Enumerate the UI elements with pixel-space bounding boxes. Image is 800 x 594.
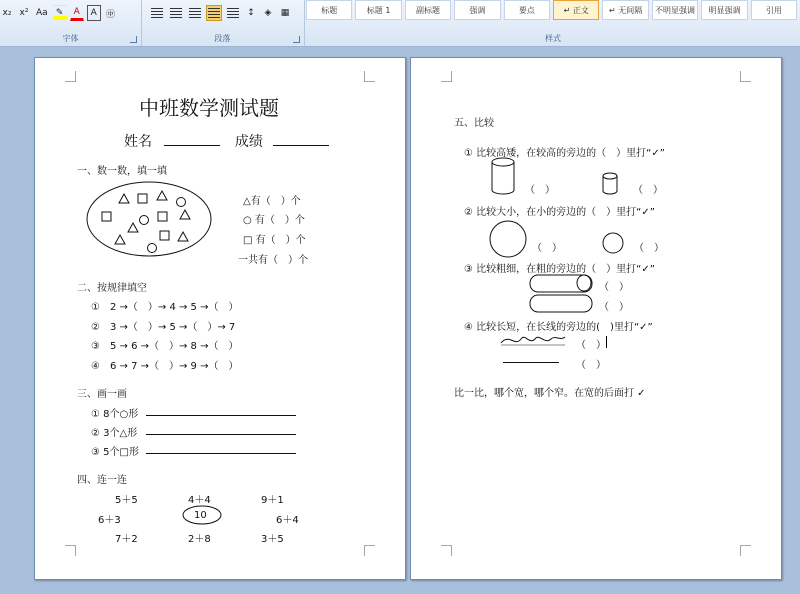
draw-answer-line[interactable]	[146, 434, 296, 435]
match-expression: 7＋2	[115, 534, 138, 545]
page-title: 中班数学测试题	[139, 96, 279, 120]
tall-cylinder-icon	[490, 157, 516, 197]
answer-paren[interactable]: （ ）	[576, 360, 606, 371]
style-item[interactable]: 明显强调	[701, 0, 747, 20]
align-right-icon[interactable]	[187, 5, 203, 21]
small-circle-icon	[601, 231, 625, 255]
subscript-button[interactable]: x₂	[2, 8, 12, 18]
crop-mark	[65, 545, 76, 556]
style-item[interactable]: 标题	[306, 0, 352, 20]
curly-line-icon	[499, 331, 569, 349]
font-group-label: 字体	[62, 34, 79, 43]
answer-paren[interactable]: （ ）	[525, 185, 555, 196]
font-group	[0, 0, 142, 46]
section-2-heading: 二、按规律填空	[77, 283, 147, 294]
crop-mark	[740, 545, 751, 556]
answer-paren[interactable]: （ ）	[634, 243, 664, 254]
pattern-row: ① 2 →（ ）→ 4 → 5 →（ ）	[91, 302, 239, 313]
distributed-icon[interactable]	[225, 5, 241, 21]
section-4-heading: 四、连一连	[77, 475, 127, 486]
count-total-line: 一共有（ ）个	[238, 255, 308, 266]
match-expression: 3＋5	[261, 534, 284, 545]
paragraph-group-label: 段落	[214, 34, 231, 43]
count-triangle-line: △有（ ）个	[243, 196, 301, 207]
pattern-row: ② 3 →（ ）→ 5 →（ ）→ 7	[91, 322, 236, 333]
style-item[interactable]: 强调	[454, 0, 500, 20]
match-expression: 9＋1	[261, 495, 284, 506]
section-3-heading: 三、画一画	[77, 389, 127, 400]
big-circle-icon	[488, 219, 528, 259]
draw-item: ① 8个○形	[91, 409, 139, 420]
justify-icon[interactable]	[206, 5, 222, 21]
crop-mark	[740, 71, 751, 82]
crop-mark	[364, 71, 375, 82]
short-cylinder-icon	[600, 172, 620, 196]
straight-line	[503, 362, 559, 363]
match-expression: 6＋4	[276, 515, 299, 526]
answer-paren[interactable]: （ ）	[532, 243, 562, 254]
question-3: ③ 比较粗细，在粗的旁边的（ ）里打“✓”	[464, 264, 655, 275]
crop-mark	[441, 545, 452, 556]
name-label: 姓名	[124, 134, 152, 150]
score-blank[interactable]	[273, 131, 329, 146]
crop-mark	[364, 545, 375, 556]
draw-answer-line[interactable]	[146, 415, 296, 416]
style-item[interactable]: 标题 1	[355, 0, 401, 20]
answer-paren[interactable]: （ ）	[599, 282, 629, 293]
final-question: 比一比，哪个宽，哪个窄。在宽的后面打 ✓	[454, 388, 646, 399]
page-2	[410, 57, 782, 580]
crop-mark	[441, 71, 452, 82]
counting-oval	[85, 180, 213, 258]
match-expression: 2＋8	[188, 534, 211, 545]
style-item[interactable]: 引用	[751, 0, 797, 20]
borders-icon[interactable]: ▦	[280, 8, 290, 18]
answer-paren[interactable]: （ ）	[633, 185, 663, 196]
match-expression: 4＋4	[188, 495, 211, 506]
section-5-heading: 五、比较	[454, 118, 494, 129]
question-2: ② 比较大小，在小的旁边的（ ）里打“✓”	[464, 207, 655, 218]
superscript-button[interactable]: x²	[19, 8, 29, 18]
char-border-button[interactable]: A	[87, 5, 101, 21]
score-label: 成绩	[234, 134, 263, 150]
section-1-heading: 一、数一数，填一填	[77, 166, 167, 177]
style-item[interactable]: ↵ 无间隔	[602, 0, 648, 20]
draw-item: ② 3个△形	[91, 428, 138, 439]
align-center-icon[interactable]	[168, 5, 184, 21]
count-square-line: □ 有（ ）个	[243, 235, 306, 246]
page-1	[34, 57, 406, 580]
question-4: ④ 比较长短，在长线的旁边的( )里打“✓”	[464, 322, 653, 333]
styles-gallery	[306, 0, 800, 22]
match-expression: 6＋3	[98, 515, 121, 526]
style-item[interactable]: 副标题	[405, 0, 451, 20]
style-item[interactable]: ↵ 正文	[553, 0, 599, 20]
name-blank[interactable]	[164, 131, 220, 146]
name-field	[124, 131, 329, 151]
pattern-row: ③ 5 → 6 →（ ）→ 8 →（ ）	[91, 341, 239, 352]
font-color-button[interactable]: A	[70, 5, 84, 21]
enclose-char-icon[interactable]: ㊥	[106, 9, 116, 20]
align-left-icon[interactable]	[149, 5, 165, 21]
paragraph-group	[141, 0, 305, 46]
font-dialog-launcher-icon[interactable]	[130, 36, 137, 43]
crop-mark	[65, 71, 76, 82]
text-cursor	[606, 336, 607, 348]
question-1: ① 比较高矮，在较高的旁边的（ ）里打“✓”	[464, 148, 665, 159]
draw-item: ③ 5个□形	[91, 447, 139, 458]
paragraph-dialog-launcher-icon[interactable]	[293, 36, 300, 43]
draw-answer-line[interactable]	[146, 453, 296, 454]
change-case-button[interactable]: Aa	[36, 8, 48, 18]
shading-icon[interactable]: ◈	[264, 8, 272, 18]
match-expression: 5＋5	[115, 495, 138, 506]
target-number: 10	[194, 510, 207, 521]
style-item[interactable]: 不明显强调	[652, 0, 698, 20]
count-circle-line: ○ 有（ ）个	[243, 215, 305, 226]
thick-pipe-icon	[528, 273, 596, 315]
ribbon	[0, 0, 800, 47]
answer-paren[interactable]: （ ）	[599, 302, 629, 313]
highlight-icon[interactable]: ✎	[53, 5, 67, 21]
line-spacing-icon[interactable]: ↕	[247, 8, 255, 18]
answer-paren[interactable]: （ ）	[576, 340, 606, 351]
styles-group-label: 样式	[545, 34, 561, 43]
style-item[interactable]: 要点	[504, 0, 550, 20]
pattern-row: ④ 6 → 7 →（ ）→ 9 →（ ）	[91, 361, 239, 372]
